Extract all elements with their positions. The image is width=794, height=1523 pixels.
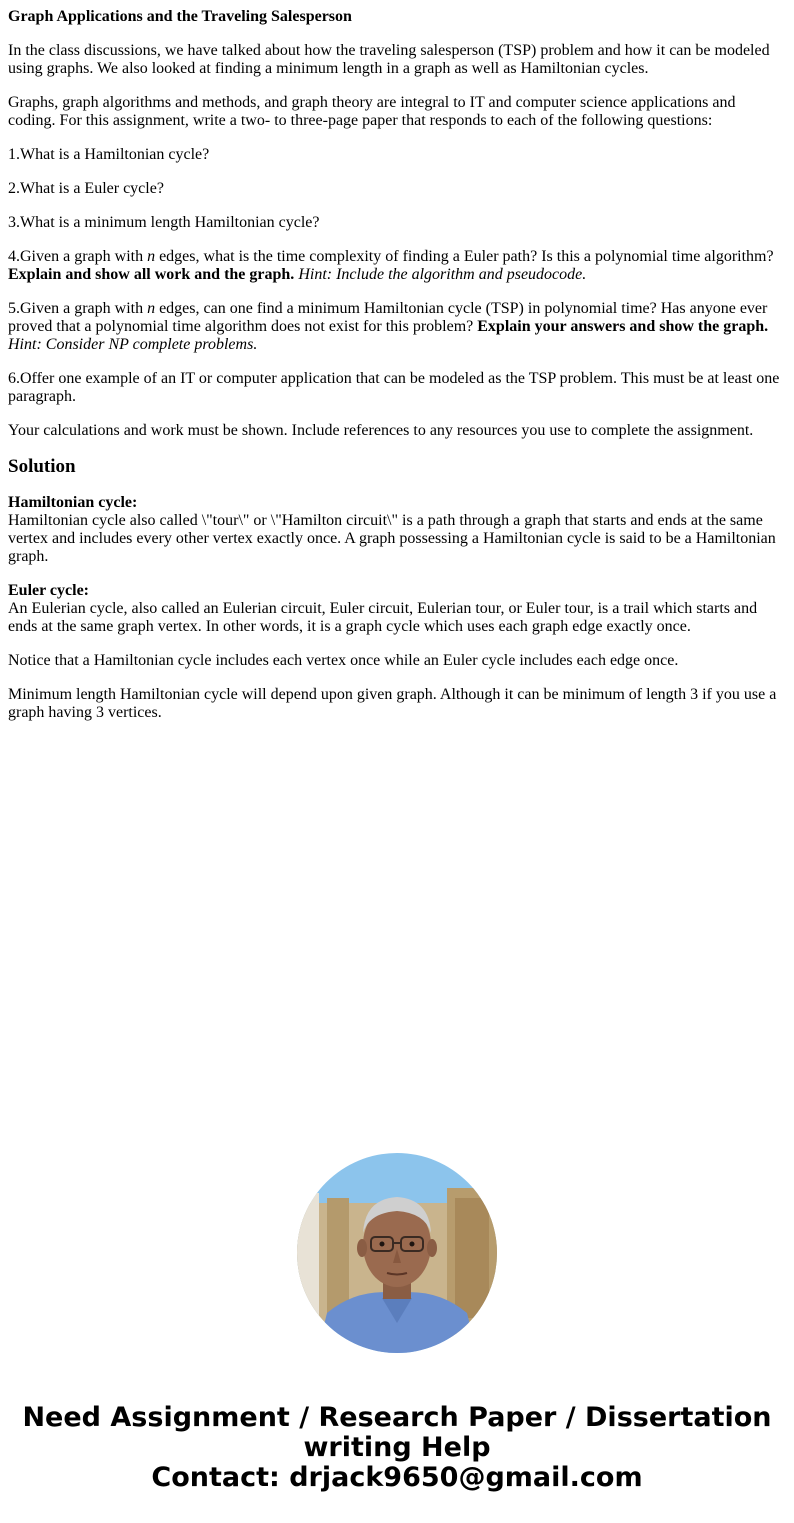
question-4-variable: n	[147, 248, 156, 265]
question-4-text: edges, what is the time complexity of finding a Euler path? Is this a polynomial time algorithm?	[155, 248, 774, 265]
question-5-text: edges, can one find a minimum Hamiltonian cycle (TSP) in polynomial time? Has anyone ever proved that a polynomial time algorithm does not exist for this problem?	[8, 300, 768, 335]
banner-line-1: Need Assignment / Research Paper / Dissertation	[22, 1402, 772, 1433]
question-4-hint: Hint: Include the algorithm and pseudocode.	[294, 266, 587, 283]
question-6: 6.Offer one example of an IT or computer application that can be modeled as the TSP problem. This must be at least one paragraph.	[8, 370, 780, 405]
intro-paragraph-2: Graphs, graph algorithms and methods, and graph theory are integral to IT and computer science applications and coding. For this assignment, write a two- to three-page paper that responds to each of the following questions:	[8, 94, 736, 129]
hamiltonian-definition: Hamiltonian cycle also called \"tour\" or \"Hamilton circuit\" is a path through a graph that starts and ends at the same vertex and includes every other vertex exactly once. A graph possessing a Hamiltonian cycle is said to be a Hamiltonian graph.	[8, 512, 776, 565]
author-avatar	[297, 1153, 497, 1353]
minimum-length-note: Minimum length Hamiltonian cycle will depend upon given graph. Although it can be minimum of length 3 if you use a graph having 3 vertices.	[8, 686, 777, 721]
euler-definition: An Eulerian cycle, also called an Eulerian circuit, Euler circuit, Eulerian tour, or Euler tour, is a trail which starts and ends at the same graph vertex. In other words, it is a graph cycle which uses each graph edge exactly once.	[8, 600, 758, 635]
banner-contact: Contact: drjack9650@gmail.com	[151, 1462, 643, 1493]
question-1: 1.What is a Hamiltonian cycle?	[8, 146, 210, 163]
hamiltonian-section	[8, 494, 786, 566]
question-5-variable: n	[147, 300, 156, 317]
hamiltonian-label: Hamiltonian cycle:	[8, 494, 138, 511]
question-5-hint: Hint: Consider NP complete problems.	[8, 336, 258, 353]
comparison-note: Notice that a Hamiltonian cycle includes each vertex once while an Euler cycle includes each edge once.	[8, 652, 679, 669]
document-title: Graph Applications and the Traveling Salesperson	[8, 8, 352, 25]
closing-instructions: Your calculations and work must be shown. Include references to any resources you use to complete the assignment.	[8, 422, 754, 439]
document-body	[8, 8, 786, 738]
question-5-instruction: Explain your answers and show the graph.	[477, 318, 769, 335]
banner-line-2: writing Help	[303, 1432, 491, 1463]
question-4-instruction: Explain and show all work and the graph.	[8, 266, 295, 283]
question-4	[8, 248, 786, 284]
question-2: 2.What is a Euler cycle?	[8, 180, 164, 197]
euler-label: Euler cycle:	[8, 582, 90, 599]
euler-section	[8, 582, 786, 636]
question-5	[8, 300, 786, 354]
question-4-prefix: 4.Given a graph with	[8, 248, 148, 265]
assignment-help-banner	[0, 1403, 794, 1493]
question-5-prefix: 5.Given a graph with	[8, 300, 148, 317]
intro-paragraph-1: In the class discussions, we have talked about how the traveling salesperson (TSP) problem and how it can be modeled using graphs. We also looked at finding a minimum length in a graph as well as Hamiltonian cycles.	[8, 42, 770, 77]
question-3: 3.What is a minimum length Hamiltonian cycle?	[8, 214, 320, 231]
solution-heading: Solution	[8, 456, 76, 477]
